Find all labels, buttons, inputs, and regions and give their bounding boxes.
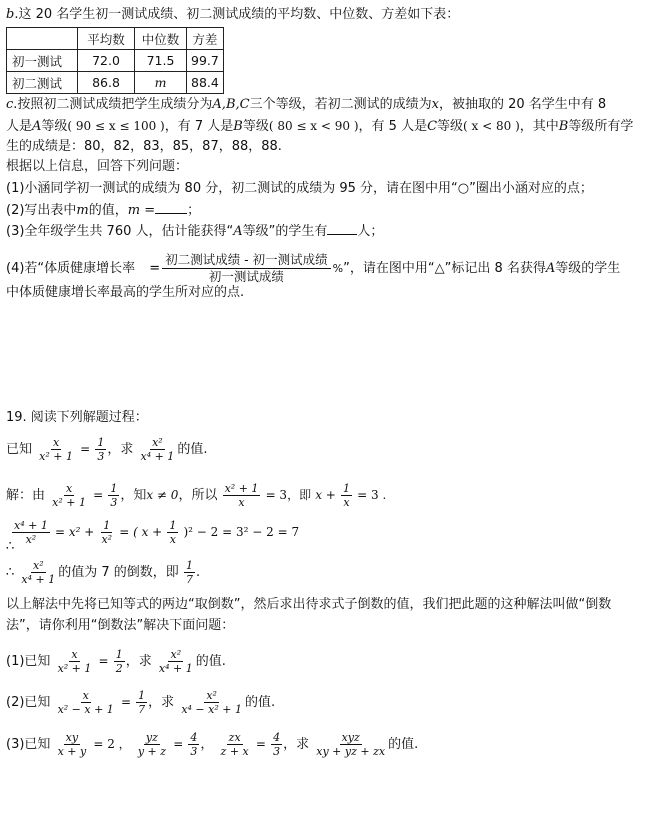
denominator: x⁴ + 1 <box>140 450 175 463</box>
explanation-line-1: 以上解法中先将已知等式的两边“取倒数”，然后求出待求式子倒数的值，我们把此题的这种解法叫做“倒数 <box>6 597 612 612</box>
numerator: xy <box>65 731 79 744</box>
grade-letter: B <box>233 119 243 134</box>
text: (1)已知 <box>6 654 51 669</box>
table-cell: 86.8 <box>78 72 135 94</box>
text: . <box>195 565 201 580</box>
fraction <box>95 436 106 463</box>
denominator: x² + 1 <box>57 662 92 675</box>
denominator: x <box>238 496 245 509</box>
text: .按照初二测试成绩把学生成绩分为 <box>13 97 213 112</box>
text: 的值为 7 的倒数，即 <box>58 565 179 580</box>
fraction <box>136 731 168 758</box>
text: 等级 <box>437 119 464 134</box>
numerator: x² <box>33 559 44 572</box>
fraction <box>219 731 251 758</box>
text: ，求 <box>148 695 175 710</box>
text: 的值. <box>244 695 276 710</box>
fraction <box>157 648 195 675</box>
denominator: z + x <box>220 745 249 758</box>
numerator: 1 <box>169 519 177 532</box>
text: ，被抽取的 20 名学生中有 8 <box>438 97 607 112</box>
denominator: x⁴ + 1 <box>21 573 56 586</box>
grade-letter: B <box>558 119 569 134</box>
numerator: 初二测试成绩 - 初一测试成绩 <box>162 252 330 269</box>
sub-question-3 <box>6 728 418 761</box>
fraction <box>50 482 88 509</box>
denominator: x⁴ − x² + 1 <box>181 703 242 716</box>
text: (4)若“体质健康增长率 <box>6 261 136 276</box>
numerator: x² + 1 <box>224 482 259 495</box>
part-letter: b <box>6 7 15 22</box>
fraction <box>188 731 199 758</box>
variable: m <box>76 203 89 218</box>
table-cell: 99.7 <box>187 50 224 72</box>
text: ，知 <box>120 488 147 503</box>
denominator: xy + yz + zx <box>316 745 386 758</box>
sub-question-2 <box>6 686 275 719</box>
part-c-line-1 <box>6 96 606 114</box>
numerator: x <box>82 689 89 702</box>
denominator: x² + 1 <box>52 496 86 509</box>
header-cell: 中位数 <box>135 28 187 50</box>
text: 等级”的学生有 <box>242 224 328 239</box>
fraction <box>341 482 352 509</box>
therefore-symbol: ∴ <box>6 539 15 554</box>
question-4 <box>6 252 620 285</box>
text: 的值. <box>195 654 226 669</box>
denominator: x <box>343 496 350 509</box>
fraction <box>37 436 75 463</box>
table-row <box>7 50 224 72</box>
text: (2)已知 <box>6 695 51 710</box>
equals-sign: = <box>98 654 109 668</box>
text: 人； <box>357 224 384 239</box>
problem-19-title: 19. 阅读下列解题过程： <box>6 410 148 425</box>
equals-sign: = <box>255 737 266 751</box>
percent-sign: % <box>332 261 344 275</box>
fraction <box>114 648 125 675</box>
text: 的值. <box>388 737 419 752</box>
numerator: 1 <box>110 482 118 495</box>
text: = 3 . <box>357 488 387 502</box>
table-cell: m <box>135 72 187 94</box>
text: 的值， <box>88 203 128 218</box>
text: 已知 <box>6 442 33 457</box>
text: ，有 7 人是 <box>164 119 234 134</box>
fraction <box>56 731 89 758</box>
value: = 2 ， <box>93 737 131 751</box>
fraction <box>12 519 50 546</box>
variable: x <box>431 97 439 112</box>
fraction <box>138 436 176 463</box>
denominator: x <box>169 533 176 546</box>
range-c: ( x < 80 ) <box>463 119 520 133</box>
fraction <box>99 519 114 546</box>
text: (2)写出表中 <box>6 203 77 218</box>
expression: x + <box>315 488 336 502</box>
fraction <box>179 689 244 716</box>
text: ； <box>187 203 201 218</box>
numerator: 4 <box>273 731 281 744</box>
text: ，求 <box>125 654 152 669</box>
denominator: 3 <box>97 450 105 463</box>
expression: = x² + <box>54 525 95 539</box>
row-label: 初二测试 <box>7 72 78 94</box>
numerator: x² <box>152 436 163 449</box>
grade-letter: A <box>233 224 243 239</box>
expression: = ( x + <box>119 525 163 539</box>
fraction <box>108 482 119 509</box>
table-cell: 72.0 <box>78 50 135 72</box>
text: 三个等级，若初二测试的成绩为 <box>249 97 432 112</box>
text: (3)已知 <box>6 737 51 752</box>
numerator: zx <box>228 731 241 744</box>
table-row <box>7 72 224 94</box>
solution-line: 解：由 $\frac{x}{\text{x² + 1}}$ = $\frac{1}{3}$ ，知x ≠ 0，所以 $\frac{\text{x² + 1}}{x}$ = 3，即 x + $\frac{1}{x}$ = 3 . <box>6 482 387 509</box>
text: 解：由 <box>6 488 46 503</box>
question-3 <box>6 222 383 241</box>
fraction <box>162 252 330 285</box>
fraction <box>223 482 261 509</box>
grade-letter: C <box>427 119 438 134</box>
numerator: x² <box>170 648 182 661</box>
numerator: 1 <box>103 519 111 532</box>
equals-sign: = <box>173 737 184 751</box>
fraction <box>136 689 147 716</box>
denominator: x² + 1 <box>39 450 73 463</box>
denominator: x² <box>101 533 113 546</box>
denominator: x + y <box>57 745 87 758</box>
text: ，求 <box>107 442 134 457</box>
numerator: x⁴ + 1 <box>14 519 48 532</box>
denominator: 2 <box>115 662 123 675</box>
equals-sign: = <box>120 695 132 709</box>
header-cell: 平均数 <box>78 28 135 50</box>
numerator: 1 <box>185 559 193 572</box>
range-a: ( 90 ≤ x ≤ 100 ) <box>67 119 165 133</box>
table-cell: 71.5 <box>135 50 187 72</box>
text: ，有 5 人是 <box>358 119 428 134</box>
denominator: 3 <box>273 745 281 758</box>
numerator: x² <box>206 689 217 702</box>
numerator: 4 <box>190 731 198 744</box>
denominator: x² <box>25 533 37 546</box>
prompt-line: 根据以上信息，回答下列问题： <box>6 159 189 174</box>
range-b: ( 80 ≤ x < 90 ) <box>268 119 359 133</box>
numerator: 1 <box>138 689 146 702</box>
text: = 3，即 <box>265 488 312 502</box>
numerator: 1 <box>115 648 123 661</box>
denominator: x⁴ + 1 <box>158 662 193 675</box>
table-cell: 88.4 <box>187 72 224 94</box>
numerator: x <box>65 482 73 495</box>
denominator: 7 <box>138 703 146 716</box>
therefore-line <box>6 516 299 549</box>
text: 等级的学生 <box>555 261 621 276</box>
growth-rate-formula <box>139 252 343 285</box>
part-c-line-3 <box>6 138 282 156</box>
expression: )² − 2 = 3² − 2 = 7 <box>183 525 300 539</box>
fraction <box>314 731 387 758</box>
part-c-line-2 <box>6 117 633 136</box>
fraction <box>184 559 195 586</box>
denominator: 7 <box>185 573 193 586</box>
denominator: y + z <box>137 745 167 758</box>
intro-line <box>6 6 459 24</box>
fraction <box>167 519 178 546</box>
numerator: x <box>71 648 78 661</box>
answer-blank <box>155 201 187 214</box>
variable-eq: m = <box>127 203 156 218</box>
table-corner-cell <box>7 28 78 50</box>
question-4-line-2: 中体质健康增长率最高的学生所对应的点. <box>6 285 245 300</box>
text: ，所以 <box>178 488 218 503</box>
text: 人是 <box>6 119 33 134</box>
condition: x ≠ 0 <box>146 488 179 502</box>
fraction <box>56 648 94 675</box>
scores-list: 80，82，83，85，87，88，88. <box>84 139 282 154</box>
numerator: x <box>52 436 60 449</box>
result-line <box>6 557 200 589</box>
question-2 <box>6 201 200 220</box>
text: ，求 <box>283 737 310 752</box>
answer-blank <box>327 222 357 235</box>
text: 等级 <box>41 119 68 134</box>
numerator: 1 <box>97 436 105 449</box>
fraction <box>271 731 282 758</box>
numerator: 1 <box>343 482 350 495</box>
text: ”，请在图中用“△”标记出 8 名获得 <box>343 261 546 276</box>
text: 等级所有学 <box>568 119 634 134</box>
text: 等级 <box>242 119 269 134</box>
header-cell: 方差 <box>187 28 224 50</box>
fraction <box>19 559 57 586</box>
text: (3)全年级学生共 760 人，估计能获得“ <box>6 224 234 239</box>
denominator: 初一测试成绩 <box>208 269 284 284</box>
fraction <box>56 689 116 716</box>
row-label: 初一测试 <box>7 50 78 72</box>
equals-sign: = <box>149 260 161 276</box>
text: 的值. <box>177 442 208 457</box>
denominator: 3 <box>110 496 118 509</box>
sub-question-1 <box>6 645 226 678</box>
denominator: x² − x + 1 <box>57 703 114 716</box>
table-header-row <box>7 28 224 50</box>
explanation-line-2: 法”，请你利用“倒数法”解决下面问题： <box>6 618 235 633</box>
grade-letters: A,B,C <box>212 97 250 112</box>
intro-text: .这 20 名学生初一测试成绩、初二测试成绩的平均数、中位数、方差如下表： <box>14 7 460 22</box>
part-letter: c <box>6 97 14 112</box>
grade-letter: A <box>32 119 42 134</box>
numerator: xyz <box>341 731 360 744</box>
text: ，其中 <box>519 119 559 134</box>
grade-letter: A <box>545 261 556 276</box>
given-line: 已知 $\frac{x}{\text{x² + 1}}$ = $\frac{1}{3}$ ，求 $\frac{\text{x²}}{\text{x⁴ + 1}}$ 的值. <box>6 436 208 463</box>
numerator: yz <box>145 731 158 744</box>
text: ， <box>200 737 214 752</box>
therefore-symbol: ∴ <box>6 565 15 580</box>
question-1: (1)小涵同学初一测试的成绩为 80 分，初二测试的成绩为 95 分，请在图中用“○”圈出小涵对应的点； <box>6 181 593 196</box>
text: 生的成绩是： <box>6 139 85 154</box>
denominator: 3 <box>190 745 198 758</box>
statistics-table <box>6 27 224 94</box>
